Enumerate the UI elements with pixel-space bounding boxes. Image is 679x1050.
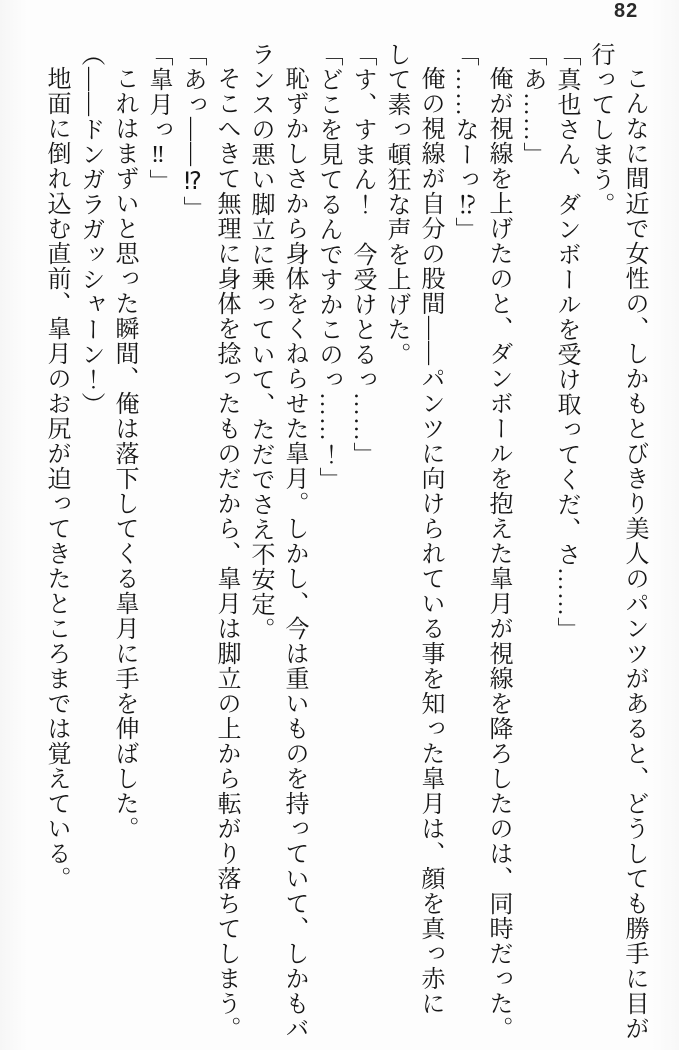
text-line: して素っ頓狂な声を上げた。 (383, 42, 409, 367)
text-line: 「す、すまん！ 今受けとるっ……」 (349, 42, 375, 467)
text-line: 「真也さん、ダンボールを受け取ってくだ、さ……」 (553, 42, 579, 642)
text-line: 「……なーっ⁉」 (451, 42, 477, 242)
text-line: こんなに間近で女性の、しかもとびきり美人のパンツがあると、どうしても勝手に目が (621, 66, 647, 1041)
text-line: これはまずいと思った瞬間、俺は落下してくる皐月に手を伸ばした。 (111, 66, 137, 841)
vertical-text-body (39, 42, 651, 1050)
text-line: （――ドンガラガッシャーン！） (77, 42, 103, 417)
text-line: 「あっ――⁉」 (179, 42, 205, 221)
text-line: 俺の視線が自分の股間――パンツに向けられている事を知った皐月は、顔を真っ赤に (417, 66, 443, 1016)
text-line: ランスの悪い脚立に乗っていて、ただでさえ不安定。 (247, 42, 273, 642)
text-line: 恥ずかしさから身体をくねらせた皐月。しかし、今は重いものを持っていて、しかもバ (281, 66, 307, 1041)
text-line: 「あ……」 (519, 42, 545, 167)
text-line: 行ってしまう。 (587, 42, 613, 217)
page-number: 82 (614, 0, 639, 22)
text-line: 「皐月っ‼」 (145, 42, 171, 194)
text-line: 地面に倒れ込む直前、皐月のお尻が迫ってきたところまでは覚えている。 (43, 66, 69, 891)
text-line: 俺が視線を上げたのと、ダンボールを抱えた皐月が視線を降ろしたのは、同時だった。 (485, 66, 511, 1041)
text-line: そこへきて無理に身体を捻ったものだから、皐月は脚立の上から転がり落ちてしまう。 (213, 66, 239, 1041)
text-line: 「どこを見てるんですかこのっ……！」 (315, 42, 341, 492)
